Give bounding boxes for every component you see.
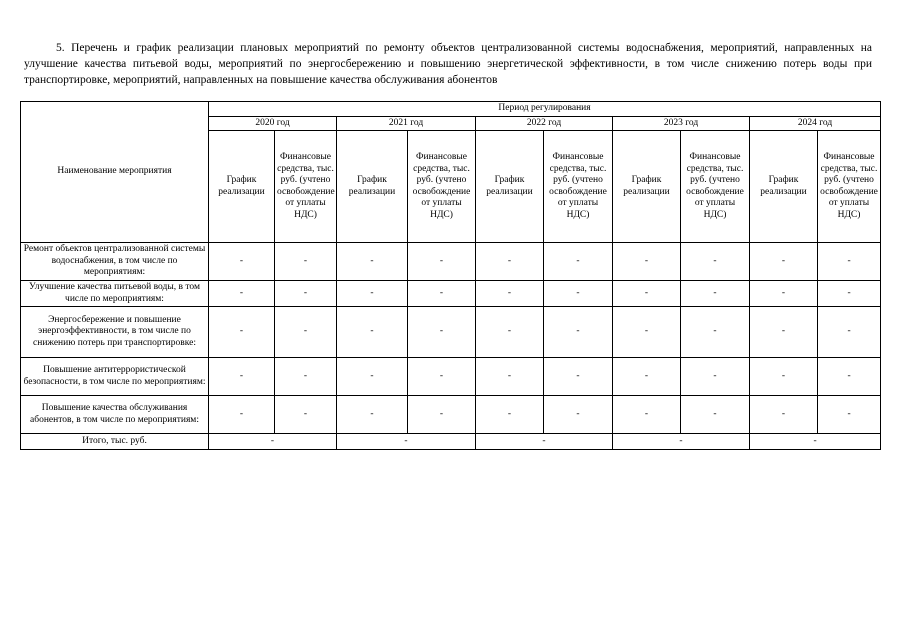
table-row xyxy=(21,307,881,358)
cell-value: - xyxy=(681,307,750,358)
cell-value: - xyxy=(408,307,476,358)
total-value: - xyxy=(750,434,881,450)
year-header: 2021 год xyxy=(337,117,476,131)
cell-value: - xyxy=(681,396,750,434)
cell-value: - xyxy=(209,396,275,434)
cell-value: - xyxy=(544,243,613,281)
cell-value: - xyxy=(750,243,818,281)
cell-value: - xyxy=(544,358,613,396)
row-name: Ремонт объектов централизованной системы водоснабжения, в том числе по мероприятиям: xyxy=(21,243,209,281)
cell-value: - xyxy=(275,243,337,281)
total-value: - xyxy=(337,434,476,450)
table-row xyxy=(21,243,881,281)
schedule-header: График реализации xyxy=(750,131,818,243)
cell-value: - xyxy=(750,281,818,307)
cell-value: - xyxy=(275,396,337,434)
cell-value: - xyxy=(337,396,408,434)
schedule-header: График реализации xyxy=(613,131,681,243)
schedule-header: График реализации xyxy=(476,131,544,243)
cell-value: - xyxy=(818,396,881,434)
finance-header: Финансовые средства, тыс. руб. (учтено освобождение от уплаты НДС) xyxy=(544,131,613,243)
cell-value: - xyxy=(613,396,681,434)
header-row-period xyxy=(21,102,881,117)
cell-value: - xyxy=(337,358,408,396)
cell-value: - xyxy=(613,243,681,281)
section-heading-paragraph: 5. Перечень и график реализации плановых мероприятий по ремонту объектов централизованной системы водоснабжения, мероприятий, направленных на улучшение качества питьевой воды, мероприятий по энергосбережению и повышению энергетической эффективности, в том числе снижению потерь воды при транспортировке, мероприятий, направленных на повышение качества обслуживания абонентов xyxy=(24,42,872,86)
cell-value: - xyxy=(275,307,337,358)
cell-value: - xyxy=(818,281,881,307)
total-value: - xyxy=(476,434,613,450)
year-header: 2024 год xyxy=(750,117,881,131)
schedule-header: График реализации xyxy=(337,131,408,243)
cell-value: - xyxy=(681,243,750,281)
row-name: Улучшение качества питьевой воды, в том числе по мероприятиям: xyxy=(21,281,209,307)
cell-value: - xyxy=(476,243,544,281)
cell-value: - xyxy=(681,281,750,307)
cell-value: - xyxy=(613,307,681,358)
cell-value: - xyxy=(818,243,881,281)
finance-header: Финансовые средства, тыс. руб. (учтено освобождение от уплаты НДС) xyxy=(818,131,881,243)
cell-value: - xyxy=(275,281,337,307)
measure-name-header: Наименование мероприятия xyxy=(21,102,209,243)
finance-header: Финансовые средства, тыс. руб. (учтено освобождение от уплаты НДС) xyxy=(275,131,337,243)
cell-value: - xyxy=(613,358,681,396)
cell-value: - xyxy=(209,243,275,281)
finance-header: Финансовые средства, тыс. руб. (учтено освобождение от уплаты НДС) xyxy=(681,131,750,243)
cell-value: - xyxy=(750,396,818,434)
cell-value: - xyxy=(408,281,476,307)
cell-value: - xyxy=(337,243,408,281)
cell-value: - xyxy=(681,358,750,396)
cell-value: - xyxy=(750,307,818,358)
finance-header: Финансовые средства, тыс. руб. (учтено освобождение от уплаты НДС) xyxy=(408,131,476,243)
cell-value: - xyxy=(209,358,275,396)
year-header: 2022 год xyxy=(476,117,613,131)
cell-value: - xyxy=(544,281,613,307)
cell-value: - xyxy=(408,358,476,396)
cell-value: - xyxy=(544,307,613,358)
total-row xyxy=(21,434,881,450)
cell-value: - xyxy=(408,396,476,434)
row-name: Повышение антитеррористической безопасности, в том числе по мероприятиям: xyxy=(21,358,209,396)
row-name: Повышение качества обслуживания абонентов, в том числе по мероприятиям: xyxy=(21,396,209,434)
cell-value: - xyxy=(818,358,881,396)
cell-value: - xyxy=(408,243,476,281)
cell-value: - xyxy=(337,281,408,307)
period-header: Период регулирования xyxy=(209,102,881,117)
cell-value: - xyxy=(613,281,681,307)
cell-value: - xyxy=(337,307,408,358)
total-label: Итого, тыс. руб. xyxy=(21,434,209,450)
table-row xyxy=(21,281,881,307)
measures-schedule-table xyxy=(20,101,881,450)
row-name: Энергосбережение и повышение энергоэффективности, в том числе по снижению потерь при транспортировке: xyxy=(21,307,209,358)
table-row xyxy=(21,396,881,434)
cell-value: - xyxy=(476,281,544,307)
table-row xyxy=(21,358,881,396)
schedule-header: График реализации xyxy=(209,131,275,243)
cell-value: - xyxy=(818,307,881,358)
cell-value: - xyxy=(476,307,544,358)
cell-value: - xyxy=(750,358,818,396)
cell-value: - xyxy=(209,307,275,358)
total-value: - xyxy=(209,434,337,450)
cell-value: - xyxy=(544,396,613,434)
total-value: - xyxy=(613,434,750,450)
cell-value: - xyxy=(209,281,275,307)
year-header: 2020 год xyxy=(209,117,337,131)
cell-value: - xyxy=(275,358,337,396)
cell-value: - xyxy=(476,358,544,396)
cell-value: - xyxy=(476,396,544,434)
year-header: 2023 год xyxy=(613,117,750,131)
